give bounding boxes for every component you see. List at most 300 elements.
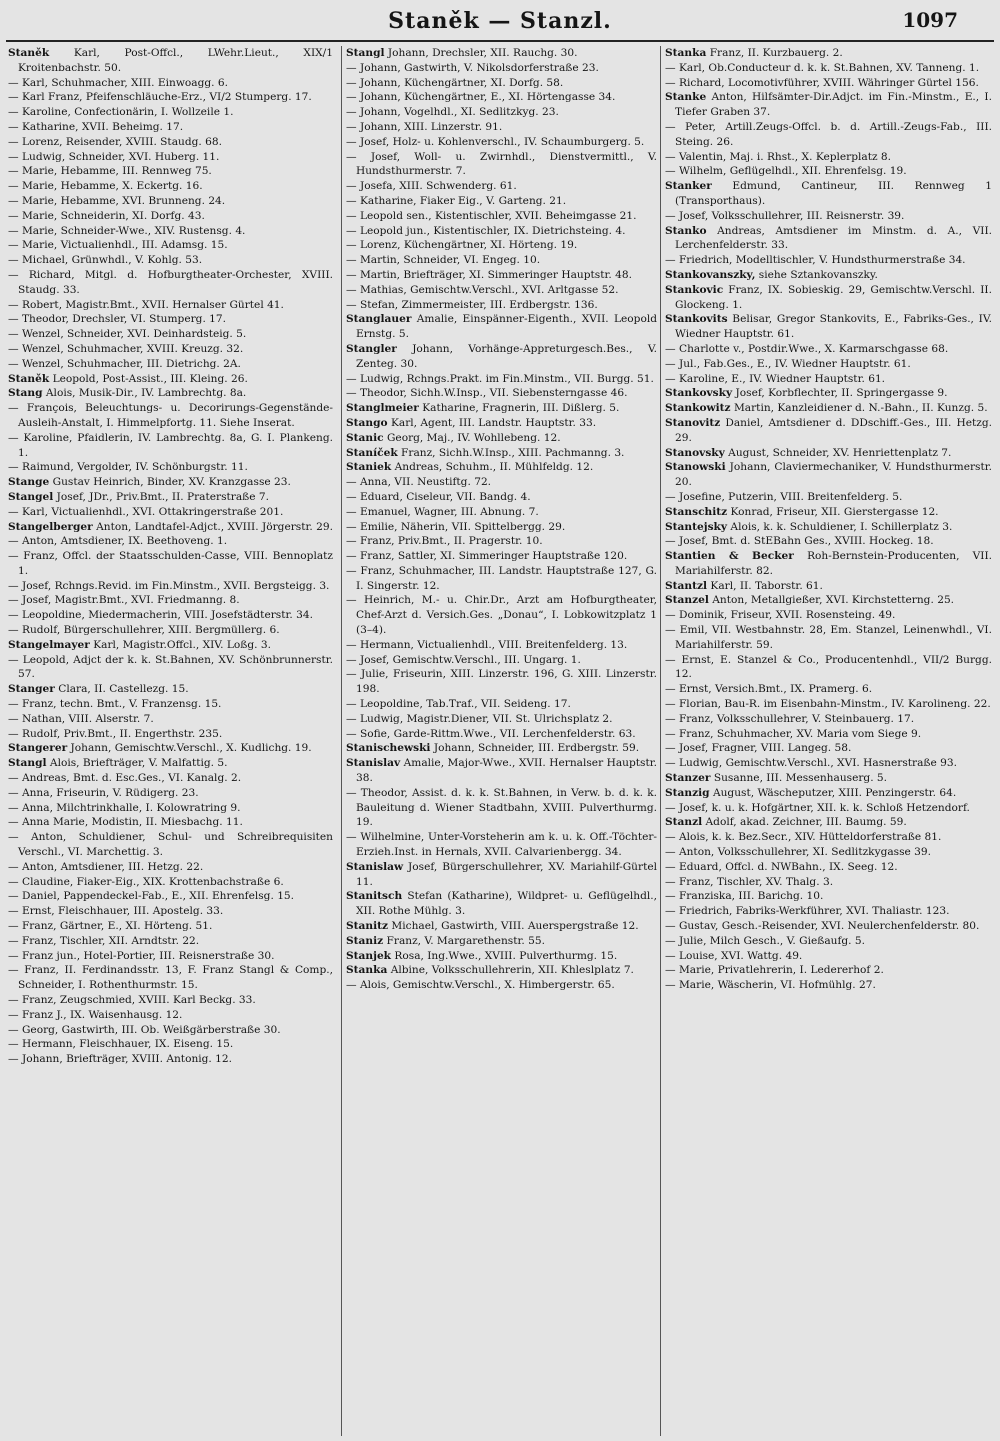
directory-entry	[665, 61, 992, 76]
directory-entry	[665, 179, 992, 209]
directory-entry	[665, 534, 992, 549]
directory-entry	[8, 298, 333, 313]
directory-entry	[665, 741, 992, 756]
directory-entry	[346, 860, 657, 890]
entry-details: — Josef, Bmt. d. StEBahn Ges., XVIII. Hockeg. 18.	[665, 535, 934, 548]
entry-details: — Johann, Küchengärtner, XI. Dorfg. 58.	[346, 76, 564, 89]
entry-details: — Karoline, Pfaidlerin, IV. Lambrechtg. 8a, G. I. Plankeng. 1.	[8, 431, 333, 459]
directory-entry	[665, 608, 992, 623]
entry-details: Franz, IX. Sobieskig. 29, Gemischtw.Verschl. II. Glockeng. 1.	[675, 283, 992, 311]
entry-details: August, Schneider, XV. Henriettenplatz 7.	[728, 446, 952, 459]
directory-entry	[8, 682, 333, 697]
entry-details: — Jul., Fab.Ges., E., IV. Wiedner Hauptstr. 61.	[665, 357, 911, 370]
directory-entry	[665, 875, 992, 890]
entry-surname: Stangl	[8, 757, 47, 770]
directory-entry	[8, 1037, 333, 1052]
entry-details: — Johann, Gastwirth, V. Nikolsdorferstraße 23.	[346, 61, 599, 74]
entry-details: Clara, II. Castellezg. 15.	[58, 683, 189, 696]
entry-details: — Josefine, Putzerin, VIII. Breitenfelderg. 5.	[665, 490, 903, 503]
entry-details: Alois, Briefträger, V. Malfattig. 5.	[49, 757, 228, 770]
entry-details: — Josef, Holz- u. Kohlenverschl., IV. Schaumburgerg. 5.	[346, 135, 645, 148]
directory-entry	[346, 431, 657, 446]
directory-entry	[665, 756, 992, 771]
column-3	[660, 46, 992, 1436]
directory-entry	[8, 653, 333, 683]
entry-surname: Stankovsky	[665, 387, 733, 400]
directory-entry	[346, 505, 657, 520]
directory-entry	[665, 653, 992, 683]
entry-details: — Eduard, Offcl. d. NWBahn., IX. Seeg. 12.	[665, 860, 898, 873]
entry-details: Alois, Musik-Dir., IV. Lambrechtg. 8a.	[45, 387, 247, 400]
entry-details: — Alois, k. k. Bez.Secr., XIV. Hütteldorferstraße 81.	[665, 831, 942, 844]
directory-entry	[346, 386, 657, 401]
directory-entry	[346, 593, 657, 637]
entry-details: Gustav Heinrich, Binder, XV. Kranzgasse 23.	[52, 476, 291, 489]
entry-details: — Richard, Mitgl. d. Hofburgtheater-Orchester, XVIII. Staudg. 33.	[8, 268, 333, 296]
directory-entry	[346, 446, 657, 461]
entry-details: — Franz, Schuhmacher, III. Landstr. Hauptstraße 127, G. I. Singerstr. 12.	[346, 564, 657, 592]
directory-entry	[346, 268, 657, 283]
entry-details: — Johann, Briefträger, XVIII. Antonig. 12.	[8, 1053, 233, 1066]
directory-entry	[665, 801, 992, 816]
entry-surname: Stantejsky	[665, 520, 728, 533]
entry-details: — Josef, Rchngs.Revid. im Fin.Minstm., XVII. Bergsteigg. 3.	[8, 579, 330, 592]
entry-details: — Marie, Schneiderin, XI. Dorfg. 43.	[8, 209, 205, 222]
entry-details: — Ludwig, Rchngs.Prakt. im Fin.Minstm., VII. Burgg. 51.	[346, 372, 654, 385]
directory-entry	[8, 372, 333, 387]
directory-entry	[8, 741, 333, 756]
entry-surname: Stangelmayer	[8, 638, 90, 651]
directory-entry	[665, 623, 992, 653]
directory-entry	[8, 860, 333, 875]
directory-entry	[8, 949, 333, 964]
directory-entry	[346, 564, 657, 594]
directory-entry	[8, 638, 333, 653]
entry-surname: Stanislaw	[346, 860, 404, 873]
directory-entry	[8, 727, 333, 742]
entry-details: — Josef, k. u. k. Hofgärtner, XII. k. k. Schloß Hetzendorf.	[665, 801, 970, 814]
entry-details: — Rudolf, Bürgerschullehrer, XIII. Bergmüllerg. 6.	[8, 624, 280, 637]
directory-entry	[8, 342, 333, 357]
entry-details: — Charlotte v., Postdir.Wwe., X. Karmarschgasse 68.	[665, 342, 949, 355]
directory-entry	[346, 238, 657, 253]
entry-details: — Gustav, Gesch.-Reisender, XVI. Neulerchenfelderstr. 80.	[665, 920, 980, 933]
entry-surname: Stantien & Becker	[665, 550, 794, 563]
entry-surname: Stanzel	[665, 594, 709, 607]
directory-entry	[665, 76, 992, 91]
entry-details: — Theodor, Assist. d. k. k. St.Bahnen, in Verw. b. d. k. k. Bauleitung d. Wiener Stadtbahn, XVIII. Pulverthurmg. 19.	[346, 786, 657, 829]
entry-details: Johann, Schneider, III. Erdbergstr. 59.	[433, 742, 640, 755]
entry-details: — Peter, Artill.Zeugs-Offcl. b. d. Artill.-Zeugs-Fab., III. Steing. 26.	[665, 120, 992, 148]
entry-surname: Stanzig	[665, 786, 710, 799]
entry-details: August, Wäscheputzer, XIII. Penzingerstr. 64.	[712, 786, 957, 799]
entry-surname: Stankovits	[665, 313, 728, 326]
entry-details: — Karl, Victualienhdl., XVI. Ottakringerstraße 201.	[8, 505, 284, 518]
entry-details: — Georg, Gastwirth, III. Ob. Weißgärberstraße 30.	[8, 1023, 281, 1036]
entry-surname: Stango	[346, 416, 388, 429]
entry-details: Rosa, Ing.Wwe., XVIII. Pulverthurmg. 15.	[394, 949, 618, 962]
directory-entry	[8, 1008, 333, 1023]
entry-details: Johann, Vorhänge-Appreturgesch.Bes., V. Zenteg. 30.	[356, 342, 657, 370]
directory-entry	[346, 697, 657, 712]
entry-details: — Florian, Bau-R. im Eisenbahn-Minstm., IV. Karolineng. 22.	[665, 698, 991, 711]
directory-entry	[346, 105, 657, 120]
entry-details: — Marie, Hebamme, XVI. Brunneng. 24.	[8, 194, 226, 207]
directory-entry	[665, 919, 992, 934]
entry-surname: Stanitz	[346, 920, 389, 933]
entry-details: — Emilie, Näherin, VII. Spittelbergg. 29.	[346, 520, 566, 533]
entry-details: Johann, Gemischtw.Verschl., X. Kudlichg. 19.	[70, 742, 312, 755]
entry-details: — Wilhelmine, Unter-Vorsteherin am k. u. k. Off.-Töchter-Erzieh.Inst. in Hernals, XVII. Calvarienbergg. 34.	[346, 831, 657, 859]
entry-surname: Staněk	[8, 47, 50, 59]
entry-surname: Stanglmeier	[346, 402, 419, 415]
entry-details: — Raimund, Vergolder, IV. Schönburgstr. 11.	[8, 461, 248, 474]
directory-entry	[665, 372, 992, 387]
directory-entry	[665, 520, 992, 535]
directory-entry	[665, 579, 992, 594]
entry-details: Karl, Post-Offcl., LWehr.Lieut., XIX/1 Kroitenbachstr. 50.	[18, 47, 333, 74]
entry-details: — Eduard, Ciseleur, VII. Bandg. 4.	[346, 490, 531, 503]
directory-entry	[665, 712, 992, 727]
directory-entry	[346, 889, 657, 919]
directory-entry	[346, 549, 657, 564]
directory-entry	[346, 460, 657, 475]
entry-details: Amalie, Major-Wwe., XVII. Hernalser Hauptstr. 38.	[356, 757, 657, 785]
directory-entry	[665, 682, 992, 697]
entry-details: — Leopold, Adjct der k. k. St.Bahnen, XV. Schönbrunnerstr. 57.	[8, 653, 333, 681]
directory-entry	[665, 697, 992, 712]
entry-details: — Michael, Grünwhdl., V. Kohlg. 53.	[8, 254, 203, 267]
entry-details: — Julie, Friseurin, XIII. Linzerstr. 196, G. XIII. Linzerstr. 198.	[346, 668, 657, 696]
directory-entry	[8, 490, 333, 505]
entry-details: — Josef, Fragner, VIII. Langeg. 58.	[665, 742, 852, 755]
directory-entry	[8, 401, 333, 431]
directory-entry	[8, 889, 333, 904]
entry-surname: Stanglauer	[346, 313, 412, 326]
directory-entry	[665, 771, 992, 786]
entry-details: Susanne, III. Messenhauserg. 5.	[713, 772, 888, 785]
running-title: Staněk — Stanzl.	[388, 8, 612, 34]
entry-details: — Josef, Magistr.Bmt., XVI. Friedmanng. 8.	[8, 594, 240, 607]
entry-details: — Anton, Schuldiener, Schul- und Schreibrequisiten Verschl., VI. Marchettig. 3.	[8, 831, 333, 859]
entry-surname: Stanislav	[346, 757, 401, 770]
entry-details: — Dominik, Friseur, XVII. Rosensteing. 49.	[665, 609, 896, 622]
directory-entry	[346, 934, 657, 949]
directory-entry	[8, 238, 333, 253]
directory-entry	[665, 904, 992, 919]
column-1	[8, 46, 333, 1436]
entry-details: — Marie, Wäscherin, VI. Hofmühlg. 27.	[665, 979, 876, 992]
entry-details: — Richard, Locomotivführer, XVIII. Währinger Gürtel 156.	[665, 76, 979, 89]
entry-details: — Franz, Schuhmacher, XV. Maria vom Siege 9.	[665, 727, 922, 740]
directory-entry	[665, 312, 992, 342]
directory-entry	[346, 830, 657, 860]
directory-entry	[8, 623, 333, 638]
entry-details: — Ernst, E. Stanzel & Co., Producentenhdl., VII/2 Burgg. 12.	[665, 653, 992, 681]
directory-entry	[665, 490, 992, 505]
entry-details: siehe Sztankovanszky.	[758, 268, 878, 281]
entry-details: — Anton, Volksschullehrer, XI. Sedlitzkygasse 39.	[665, 846, 932, 859]
entry-details: — Franz, Tischler, XV. Thalg. 3.	[665, 875, 834, 888]
entry-details: Franz, II. Kurzbauerg. 2.	[709, 47, 843, 59]
directory-entry	[346, 179, 657, 194]
entry-details: Andreas, Schuhm., II. Mühlfeldg. 12.	[394, 461, 594, 474]
directory-entry	[346, 520, 657, 535]
entry-details: Leopold, Post-Assist., III. Kleing. 26.	[52, 372, 248, 385]
entry-surname: Stankowitz	[665, 402, 731, 415]
entry-details: Johann, Claviermechaniker, V. Hundsthurmerstr. 20.	[675, 461, 992, 489]
entry-details: Andreas, Amtsdiener im Minstm. d. A., VII. Lerchenfelderstr. 33.	[675, 224, 992, 252]
entry-details: — Johann, XIII. Linzerstr. 91.	[346, 120, 503, 133]
entry-surname: Staniek	[346, 461, 392, 474]
directory-entry	[346, 741, 657, 756]
entry-surname: Stangelberger	[8, 520, 93, 533]
directory-entry	[8, 756, 333, 771]
entry-surname: Stanka	[346, 964, 388, 977]
entry-details: — Franz, Offcl. der Staatsschulden-Casse, VIII. Bennoplatz 1.	[8, 550, 333, 577]
entry-surname: Stange	[8, 476, 50, 489]
entry-details: — Marie, Hebamme, III. Rennweg 75.	[8, 165, 212, 178]
entry-surname: Stanowski	[665, 461, 726, 474]
directory-entry	[346, 919, 657, 934]
directory-entry	[665, 268, 992, 283]
directory-entry	[8, 919, 333, 934]
directory-entry	[8, 520, 333, 535]
directory-entry	[8, 579, 333, 594]
entry-details: — Karl, Schuhmacher, XIII. Einwoagg. 6.	[8, 76, 229, 89]
entry-details: — Anton, Amtsdiener, III. Hetzg. 22.	[8, 860, 204, 873]
directory-entry	[346, 727, 657, 742]
entry-surname: Stangel	[8, 490, 54, 503]
directory-entry	[665, 150, 992, 165]
entry-details: — Stefan, Zimmermeister, III. Erdbergstr. 136.	[346, 298, 598, 311]
directory-entry	[8, 357, 333, 372]
directory-entry	[346, 283, 657, 298]
entry-details: — Karl Franz, Pfeifenschläuche-Erz., VI/2 Stumperg. 17.	[8, 91, 312, 104]
entry-details: — Emil, VII. Westbahnstr. 28, Em. Stanzel, Leinenwhdl., VI. Mariahilferstr. 59.	[665, 624, 992, 651]
entry-details: — Anna Marie, Modistin, II. Miesbachg. 11.	[8, 816, 243, 829]
entry-details: — Friedrich, Modelltischler, V. Hundsthurmerstraße 34.	[665, 254, 966, 267]
directory-entry	[665, 786, 992, 801]
entry-details: — Louise, XVI. Wattg. 49.	[665, 949, 803, 962]
directory-entry	[665, 505, 992, 520]
directory-entry	[665, 283, 992, 313]
entry-details: Katharine, Fragnerin, III. Dißlerg. 5.	[422, 402, 620, 415]
directory-entry	[346, 194, 657, 209]
entry-details: Konrad, Friseur, XII. Gierstergasse 12.	[730, 505, 939, 518]
directory-entry	[346, 312, 657, 342]
entry-details: — Josef, Woll- u. Zwirnhdl., Dienstvermittl., V. Hundsthurmerstr. 7.	[346, 150, 657, 178]
entry-details: — Anna, VII. Neustiftg. 72.	[346, 476, 492, 489]
entry-details: Josef, Korbflechter, II. Springergasse 9.	[735, 387, 948, 400]
entry-surname: Staniz	[346, 934, 384, 947]
entry-surname: Stanjek	[346, 949, 392, 962]
entry-details: — Katharine, XVII. Beheimg. 17.	[8, 120, 184, 133]
entry-surname: Stanic	[346, 431, 384, 444]
entry-details: — Ludwig, Magistr.Diener, VII. St. Ulrichsplatz 2.	[346, 712, 613, 725]
directory-entry	[8, 815, 333, 830]
directory-entry	[8, 934, 333, 949]
directory-entry	[8, 1052, 333, 1067]
directory-entry	[8, 268, 333, 298]
entry-details: — Robert, Magistr.Bmt., XVII. Hernalser Gürtel 41.	[8, 298, 284, 311]
entry-details: — Lorenz, Küchengärtner, XI. Hörteng. 19.	[346, 239, 578, 252]
entry-details: Roh-Bernstein-Producenten, VII. Mariahilferstr. 82.	[675, 550, 992, 577]
directory-entry	[8, 904, 333, 919]
entry-surname: Stankovanszky,	[665, 268, 756, 281]
entry-details: — Franz, Zeugschmied, XVIII. Karl Beckg. 33.	[8, 994, 256, 1006]
columns-container	[8, 46, 992, 1436]
directory-entry	[665, 357, 992, 372]
directory-entry	[346, 534, 657, 549]
directory-entry	[665, 949, 992, 964]
directory-entry	[346, 963, 657, 978]
entry-details: — Franz J., IX. Waisenhausg. 12.	[8, 1008, 183, 1021]
column-2	[341, 46, 657, 1436]
directory-entry	[346, 712, 657, 727]
directory-entry	[346, 490, 657, 505]
entry-details: — Anna, Friseurin, V. Rüdigerg. 23.	[8, 786, 199, 799]
entry-details: — Heinrich, M.- u. Chir.Dr., Arzt am Hofburgtheater, Chef-Arzt d. Versich.Ges. „Donau“, I. Lobkowitzplatz 1 (3–4).	[346, 594, 657, 637]
entry-surname: Stankovic	[665, 283, 724, 296]
entry-details: — Franz, Gärtner, E., XI. Hörteng. 51.	[8, 920, 213, 933]
directory-entry	[8, 46, 333, 76]
directory-entry	[8, 786, 333, 801]
entry-details: — François, Beleuchtungs- u. Decorirungs-Gegenstände-Ausleih-Anstalt, I. Himmelpfortg. 11. Siehe Inserat.	[8, 402, 333, 429]
entry-surname: Stanzer	[665, 772, 711, 785]
directory-entry	[346, 120, 657, 135]
entry-details: — Franz, Sattler, XI. Simmeringer Hauptstraße 120.	[346, 550, 628, 563]
entry-details: Daniel, Amtsdiener d. DDschiff.-Ges., III. Hetzg. 29.	[675, 416, 992, 444]
directory-entry	[346, 667, 657, 697]
entry-details: Karl, Magistr.Offcl., XIV. Loßg. 3.	[93, 638, 271, 651]
directory-entry	[665, 460, 992, 490]
page-number: 1097	[902, 8, 958, 32]
directory-entry	[665, 593, 992, 608]
entry-surname: Stanke	[665, 91, 707, 104]
entry-details: — Josef, Gemischtw.Verschl., III. Ungarg. 1.	[346, 653, 581, 666]
directory-entry	[8, 312, 333, 327]
directory-entry	[665, 830, 992, 845]
entry-details: — Franz, II. Ferdinandsstr. 13, F. Franz Stangl & Comp., Schneider, I. Rothenthurmstr. 15.	[8, 964, 333, 992]
directory-entry	[665, 164, 992, 179]
entry-details: Belisar, Gregor Stankovits, E., Fabriks-Ges., IV. Wiedner Hauptstr. 61.	[675, 313, 992, 341]
entry-details: — Josef, Volksschullehrer, III. Reisnerstr. 39.	[665, 209, 905, 222]
entry-details: Karl, Agent, III. Landstr. Hauptstr. 33.	[390, 416, 597, 429]
entry-details: Johann, Drechsler, XII. Rauchg. 30.	[387, 47, 578, 59]
directory-entry	[8, 164, 333, 179]
directory-entry	[665, 860, 992, 875]
entry-surname: Stanischewski	[346, 742, 431, 755]
entry-details: — Anton, Amtsdiener, IX. Beethoveng. 1.	[8, 535, 228, 548]
entry-details: — Theodor, Drechsler, VI. Stumperg. 17.	[8, 313, 227, 326]
entry-details: — Ludwig, Gemischtw.Verschl., XVI. Hasnerstraße 93.	[665, 757, 957, 770]
entry-surname: Stangl	[346, 47, 385, 59]
directory-entry	[8, 801, 333, 816]
entry-details: — Ludwig, Schneider, XVI. Huberg. 11.	[8, 150, 220, 163]
entry-details: — Hermann, Victualienhdl., VIII. Breitenfelderg. 13.	[346, 638, 628, 651]
entry-details: — Franz, techn. Bmt., V. Franzensg. 15.	[8, 698, 222, 711]
entry-details: — Franz, Priv.Bmt., II. Pragerstr. 10.	[346, 535, 543, 548]
entry-surname: Stangler	[346, 342, 397, 355]
entry-details: — Leopoldine, Miedermacherin, VIII. Josefstädterstr. 34.	[8, 609, 313, 622]
directory-entry	[346, 653, 657, 668]
directory-entry	[8, 105, 333, 120]
directory-entry	[8, 76, 333, 91]
directory-entry	[8, 549, 333, 579]
entry-details: — Lorenz, Reisender, XVIII. Staudg. 68.	[8, 135, 222, 148]
entry-details: — Wenzel, Schuhmacher, III. Dietrichg. 2A.	[8, 357, 241, 370]
directory-entry	[8, 963, 333, 993]
directory-entry	[346, 135, 657, 150]
entry-details: — Daniel, Pappendeckel-Fab., E., XII. Ehrenfelsg. 15.	[8, 890, 295, 903]
entry-details: — Johann, Küchengärtner, E., XI. Hörtengasse 34.	[346, 91, 616, 104]
directory-entry	[665, 845, 992, 860]
entry-surname: Stanger	[8, 683, 55, 696]
directory-entry	[665, 889, 992, 904]
entry-details: — Ernst, Versich.Bmt., IX. Pramerg. 6.	[665, 683, 873, 696]
directory-entry	[8, 475, 333, 490]
entry-details: — Martin, Schneider, VI. Engeg. 10.	[346, 254, 541, 267]
entry-surname: Stanitsch	[346, 890, 403, 903]
directory-entry	[346, 298, 657, 313]
directory-entry	[346, 209, 657, 224]
entry-details: — Theodor, Sichh.W.Insp., VII. Siebensterngasse 46.	[346, 387, 628, 400]
directory-entry	[8, 830, 333, 860]
directory-entry	[346, 786, 657, 830]
entry-details: Albine, Volksschullehrerin, XII. Khleslplatz 7.	[390, 964, 634, 977]
entry-surname: Stanovitz	[665, 416, 721, 429]
entry-details: — Anna, Milchtrinkhalle, I. Kolowratring 9.	[8, 801, 241, 814]
entry-details: — Leopoldine, Tab.Traf., VII. Seideng. 17.	[346, 698, 571, 711]
directory-entry	[346, 401, 657, 416]
entry-details: Anton, Landtafel-Adjct., XVIII. Jörgerstr. 29.	[96, 520, 333, 533]
entry-surname: Stantzl	[665, 579, 708, 592]
directory-entry	[665, 46, 992, 61]
entry-details: — Julie, Milch Gesch., V. Gießaufg. 5.	[665, 934, 865, 947]
directory-entry	[665, 549, 992, 579]
directory-entry	[8, 505, 333, 520]
entry-details: — Sofie, Garde-Rittm.Wwe., VII. Lerchenfelderstr. 63.	[346, 727, 636, 740]
entry-details: — Valentin, Maj. i. Rhst., X. Keplerplatz 8.	[665, 150, 892, 163]
directory-entry	[8, 209, 333, 224]
entry-surname: Stanovsky	[665, 446, 725, 459]
directory-entry	[346, 76, 657, 91]
entry-details: — Ernst, Fleischhauer, III. Apostelg. 33.	[8, 905, 224, 918]
page-header	[0, 6, 1000, 42]
directory-entry	[8, 460, 333, 475]
directory-entry	[8, 327, 333, 342]
entry-details: — Franz jun., Hotel-Portier, III. Reisnerstraße 30.	[8, 949, 275, 962]
entry-details: Josef, Bürgerschullehrer, XV. Mariahilf-Gürtel 11.	[356, 860, 657, 888]
directory-entry	[8, 150, 333, 165]
directory-entry	[665, 934, 992, 949]
directory-entry	[665, 416, 992, 446]
directory-entry	[8, 194, 333, 209]
directory-entry	[665, 446, 992, 461]
directory-entry	[8, 534, 333, 549]
directory-entry	[346, 253, 657, 268]
directory-entry	[346, 372, 657, 387]
entry-surname: Stanker	[665, 180, 712, 193]
entry-details: — Marie, Schneider-Wwe., XIV. Rustensg. 4.	[8, 224, 246, 237]
directory-entry	[8, 179, 333, 194]
directory-entry	[665, 224, 992, 254]
directory-entry	[665, 342, 992, 357]
directory-entry	[8, 593, 333, 608]
entry-details: Edmund, Cantineur, III. Rennweg 1 (Transporthaus).	[675, 180, 992, 207]
entry-details: — Martin, Briefträger, XI. Simmeringer Hauptstr. 48.	[346, 268, 632, 281]
